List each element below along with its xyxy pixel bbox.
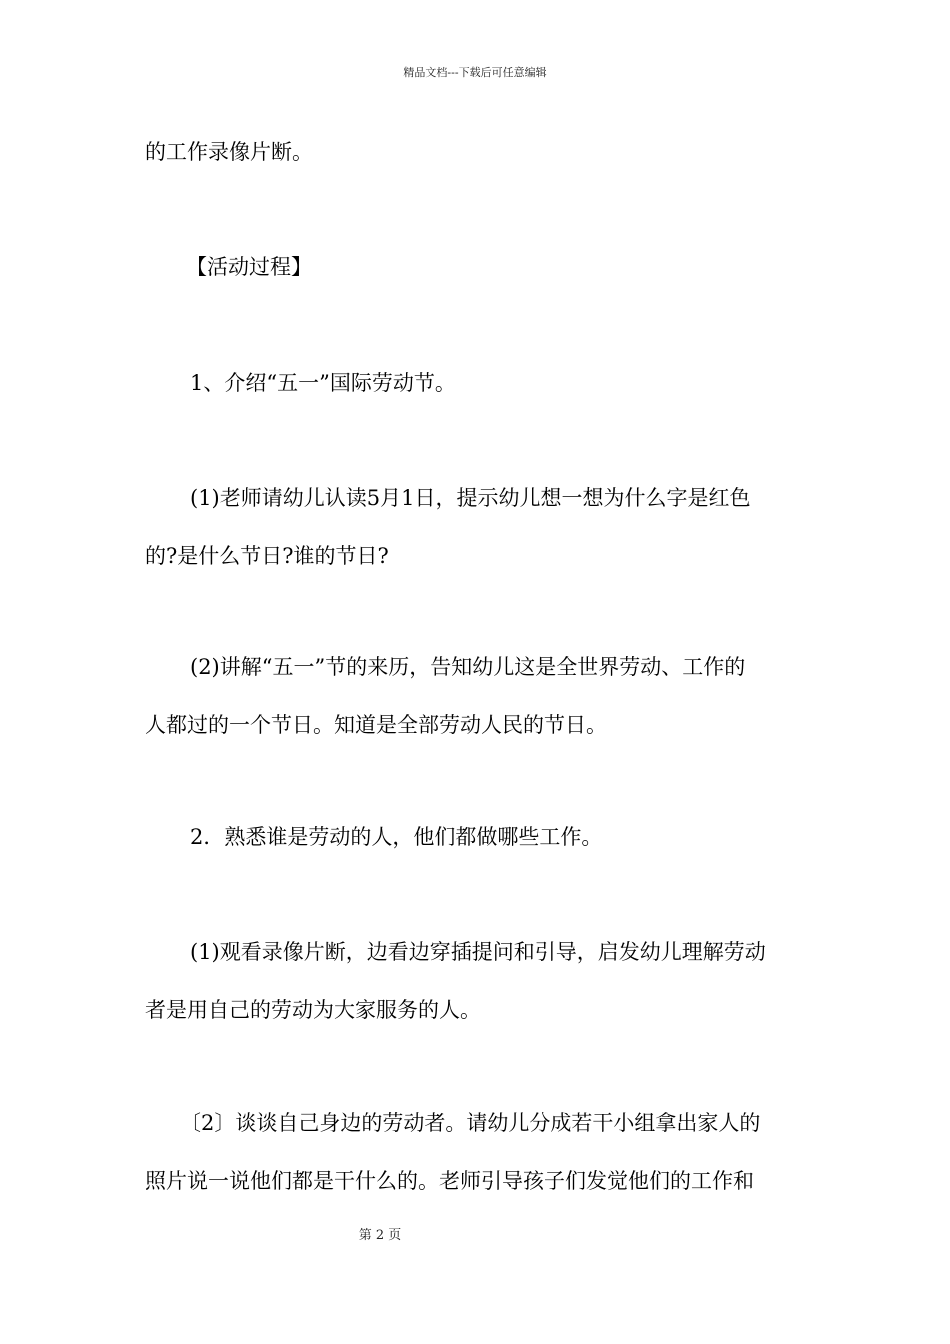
paragraph-line bbox=[0, 483, 950, 513]
paragraph-line-text: (1)老师请幼儿认读5月1日，提示幼儿想一想为什么字是红色 bbox=[190, 486, 751, 510]
list-item-heading-text: 1、介绍“五一”国际劳动节。 bbox=[190, 371, 456, 395]
paragraph-line-text: 的?是什么节日?谁的节日? bbox=[145, 544, 389, 568]
paragraph-line bbox=[0, 937, 950, 967]
paragraph-line-text: 〔2〕谈谈自己身边的劳动者。请幼儿分成若干小组拿出家人的 bbox=[180, 1111, 761, 1135]
paragraph-line bbox=[0, 995, 950, 1025]
paragraph-line bbox=[0, 652, 950, 682]
paragraph-line-text: (1)观看录像片断，边看边穿插提问和引导，启发幼儿理解劳动 bbox=[190, 940, 766, 964]
paragraph-line-text: 照片说一说他们都是干什么的。老师引导孩子们发觉他们的工作和 bbox=[145, 1169, 754, 1193]
list-item-heading-text: 2．熟悉谁是劳动的人，他们都做哪些工作。 bbox=[190, 825, 603, 849]
page-number: 第 2 页 bbox=[358, 1228, 402, 1243]
paragraph-line bbox=[0, 710, 950, 740]
paragraph-line bbox=[0, 1108, 950, 1138]
section-heading bbox=[0, 252, 950, 282]
body-line bbox=[0, 137, 950, 167]
paragraph-line bbox=[0, 1166, 950, 1196]
list-item-heading bbox=[0, 368, 950, 398]
section-heading-text: 【活动过程】 bbox=[186, 255, 312, 279]
body-line-text: 的工作录像片断。 bbox=[145, 140, 313, 164]
paragraph-line-text: 者是用自己的劳动为大家服务的人。 bbox=[145, 998, 481, 1022]
paragraph-line-text: 人都过的一个节日。知道是全部劳动人民的节日。 bbox=[145, 713, 607, 737]
paragraph-line bbox=[0, 541, 950, 571]
list-item-heading bbox=[0, 822, 950, 852]
paragraph-line-text: (2)讲解“五一”节的来历，告知幼儿这是全世界劳动、工作的 bbox=[190, 655, 746, 679]
page-header: 精品文档---下载后可任意编辑 bbox=[403, 66, 547, 79]
